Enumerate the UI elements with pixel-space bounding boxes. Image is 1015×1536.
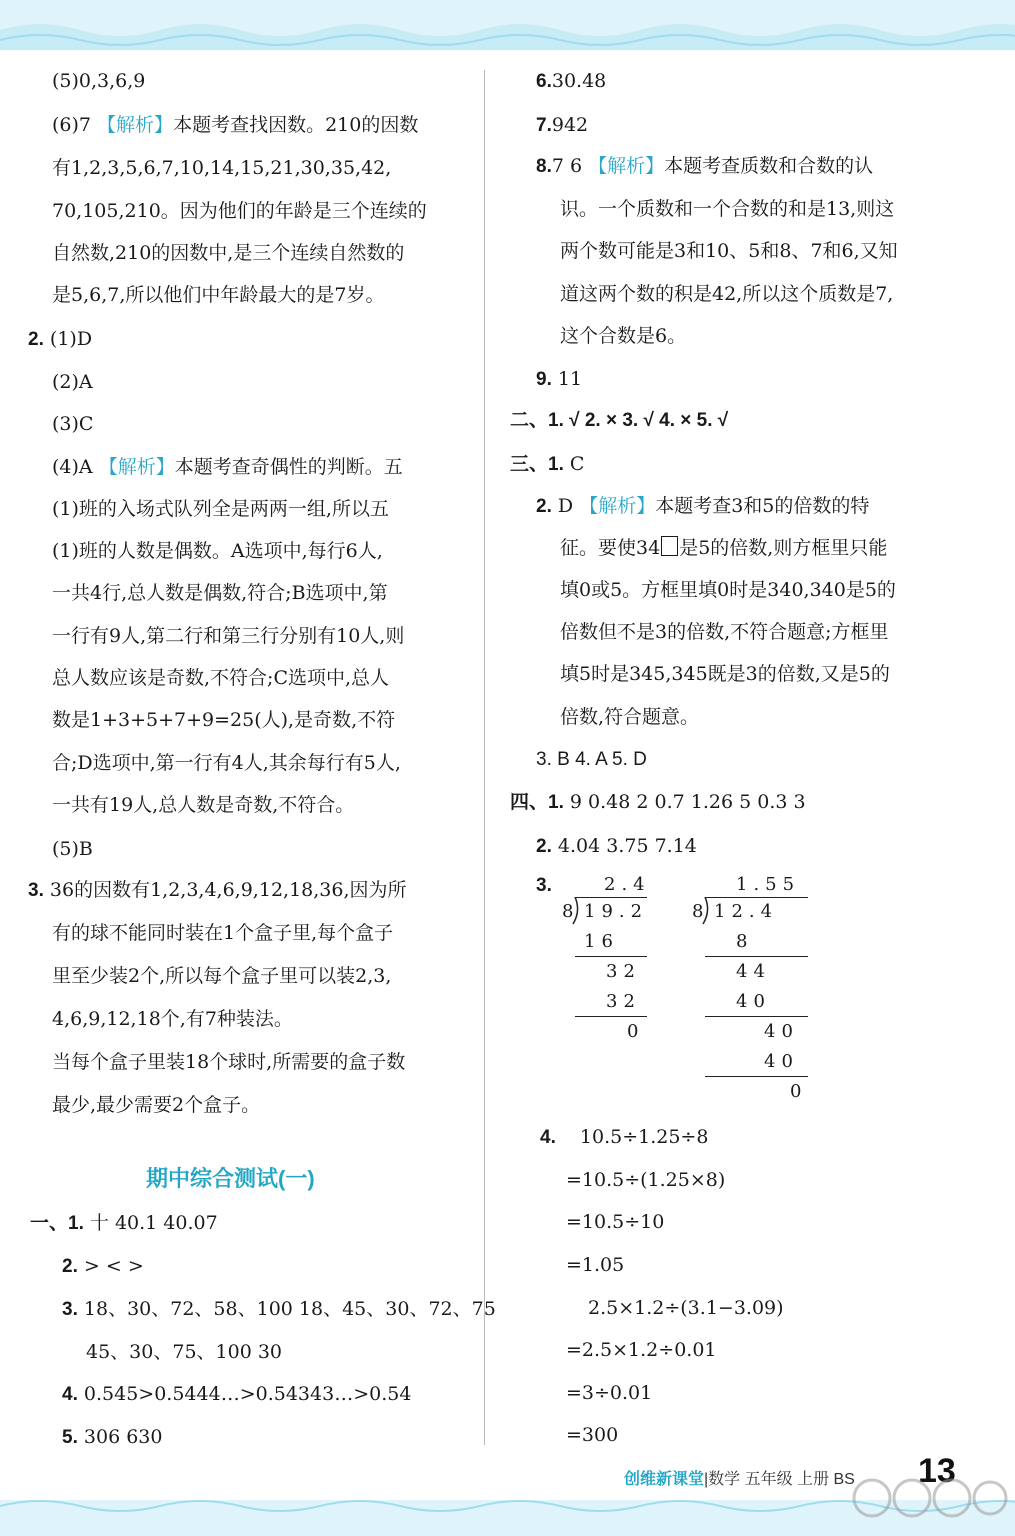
answer-line: 当每个盒子里装18个球时,所需要的盒子数 [52, 1051, 406, 1073]
blank-box [661, 536, 678, 556]
remainder-line: 40 [764, 1021, 799, 1042]
remainder-line: 44 [736, 961, 771, 982]
answer-line: 一行有9人,第二行和第三行分别有10人,则 [52, 625, 405, 647]
calc-step: =1.05 [566, 1254, 625, 1276]
quotient: 2.4 [604, 874, 651, 895]
subtract-line: 40 [736, 991, 771, 1012]
answer-line: 两个数可能是3和10、5和8、7和6,又知 [560, 240, 898, 262]
answer-line: 倍数但不是3的倍数,不符合题意;方框里 [560, 621, 889, 643]
answer-line: (6)7 【解析】本题考查找因数。210的因数 [52, 114, 419, 136]
answer-line: 填0或5。方框里填0时是340,340是5的 [560, 579, 896, 601]
question-line: 8.7 6 【解析】本题考查质数和合数的认 [536, 155, 874, 177]
remainder-line: 32 [606, 961, 641, 982]
answer-line: (4)A 【解析】本题考查奇偶性的判断。五 [52, 456, 403, 478]
answer-line: 最少,最少需要2个盒子。 [52, 1094, 261, 1116]
question-line: 2. 4.04 3.75 7.14 [536, 835, 697, 857]
question-line: 7.942 [536, 114, 589, 136]
quotient: 1.55 [736, 874, 801, 895]
analysis-tag: 【解析】 [97, 114, 174, 136]
answer-line: 总人数应该是奇数,不符合;C选项中,总人 [52, 667, 390, 689]
top-wave-band [0, 0, 1015, 58]
answer-line: 这个合数是6。 [560, 325, 687, 347]
question-line: 3. 36的因数有1,2,3,4,6,9,12,18,36,因为所 [28, 879, 407, 901]
calc-step: =300 [566, 1424, 619, 1446]
answer-line: 45、30、75、100 30 [86, 1341, 283, 1363]
question-line: 4. 0.545>0.5444…>0.54343…>0.54 [62, 1383, 412, 1405]
subtract-line: 32 [606, 991, 641, 1012]
question-line: 二、1. √ 2. × 3. √ 4. × 5. √ [510, 410, 729, 431]
question-line: 三、1. C [510, 453, 585, 475]
remainder-line: 0 [790, 1081, 808, 1102]
question-line: 2. > < > [62, 1255, 144, 1277]
calc-step: =10.5÷(1.25×8) [566, 1169, 726, 1191]
answer-line: 4,6,9,12,18个,有7种装法。 [52, 1008, 293, 1030]
divisor: 8 [562, 901, 580, 922]
answer-line: 自然数,210的因数中,是三个连续自然数的 [52, 242, 405, 264]
answer-line: (3)C [52, 413, 94, 435]
divisor: 8 [692, 901, 710, 922]
answer-line: 识。一个质数和一个合数的和是13,则这 [560, 198, 895, 220]
answer-line: 70,105,210。因为他们的年龄是三个连续的 [52, 200, 427, 222]
calc-step: =2.5×1.2÷0.01 [566, 1339, 717, 1361]
calc-step: 2.5×1.2÷(3.1−3.09) [588, 1297, 784, 1319]
question-line: 一、1. 十 40.1 40.07 [30, 1212, 218, 1234]
answer-line: 合;D选项中,第一行有4人,其余每行有5人, [52, 752, 401, 774]
analysis-tag: 【解析】 [98, 456, 175, 478]
dividend: 19.2 [584, 901, 649, 922]
remainder-line: 0 [627, 1021, 645, 1042]
answer-line: 一共有19人,总人数是奇数,不符合。 [52, 794, 355, 816]
answer-line: 数是1+3+5+7+9=25(人),是奇数,不符 [52, 709, 396, 731]
calc-step: =3÷0.01 [566, 1382, 653, 1404]
division-bracket [701, 897, 711, 925]
column-divider [484, 70, 485, 1445]
question-line: 3. 18、30、72、58、100 18、45、30、72、75 [62, 1298, 496, 1320]
page-number: 13 [918, 1452, 956, 1490]
question-line: 9. 11 [536, 368, 583, 390]
dividend: 12.4 [714, 901, 779, 922]
subtract-line: 40 [764, 1051, 799, 1072]
question-line: 6.30.48 [536, 70, 607, 92]
question-line: 四、1. 9 0.48 2 0.7 1.26 5 0.3 3 [510, 791, 806, 813]
answer-line: 征。要使34 是5的倍数,则方框里只能 [560, 537, 888, 559]
answer-line: (5)B [52, 838, 93, 860]
answer-line: 一共4行,总人数是偶数,符合;B选项中,第 [52, 582, 388, 604]
answer-line: (2)A [52, 371, 93, 393]
subtract-line: 16 [584, 931, 619, 952]
calc-step: =10.5÷10 [566, 1211, 665, 1233]
watermark-logo [850, 1470, 1010, 1530]
analysis-tag: 【解析】 [588, 155, 665, 177]
answer-line: 填5时是345,345既是3的倍数,又是5的 [560, 663, 890, 685]
answer-line: 道这两个数的积是42,所以这个质数是7, [560, 283, 894, 305]
question-line: 3. [536, 875, 552, 896]
page-footer: 创维新课堂|数学 五年级 上册 BS [624, 1471, 855, 1488]
question-line: 4. 10.5÷1.25÷8 [540, 1126, 709, 1148]
subtract-line: 8 [736, 931, 754, 952]
answer-line: (1)班的人数是偶数。A选项中,每行6人, [52, 540, 383, 562]
answer-line: (5)0,3,6,9 [52, 70, 146, 92]
answer-line: 是5,6,7,所以他们中年龄最大的是7岁。 [52, 284, 385, 306]
question-line: 2. (1)D [28, 328, 93, 350]
answer-line: 有1,2,3,5,6,7,10,14,15,21,30,35,42, [52, 157, 392, 179]
question-line: 5. 306 630 [62, 1426, 163, 1448]
question-line: 2. D 【解析】本题考查3和5的倍数的特 [536, 495, 870, 517]
brand-name: 创维新课堂 [624, 1471, 705, 1488]
division-bracket [571, 897, 581, 925]
question-line: 3. B 4. A 5. D [536, 749, 647, 770]
section-title: 期中综合测试(一) [146, 1166, 315, 1191]
answer-line: 倍数,符合题意。 [560, 706, 700, 728]
answer-line: 里至少装2个,所以每个盒子里可以装2,3, [52, 965, 392, 987]
answer-line: (1)班的入场式队列全是两两一组,所以五 [52, 498, 389, 520]
analysis-tag: 【解析】 [579, 495, 656, 517]
answer-line: 有的球不能同时装在1个盒子里,每个盒子 [52, 922, 394, 944]
